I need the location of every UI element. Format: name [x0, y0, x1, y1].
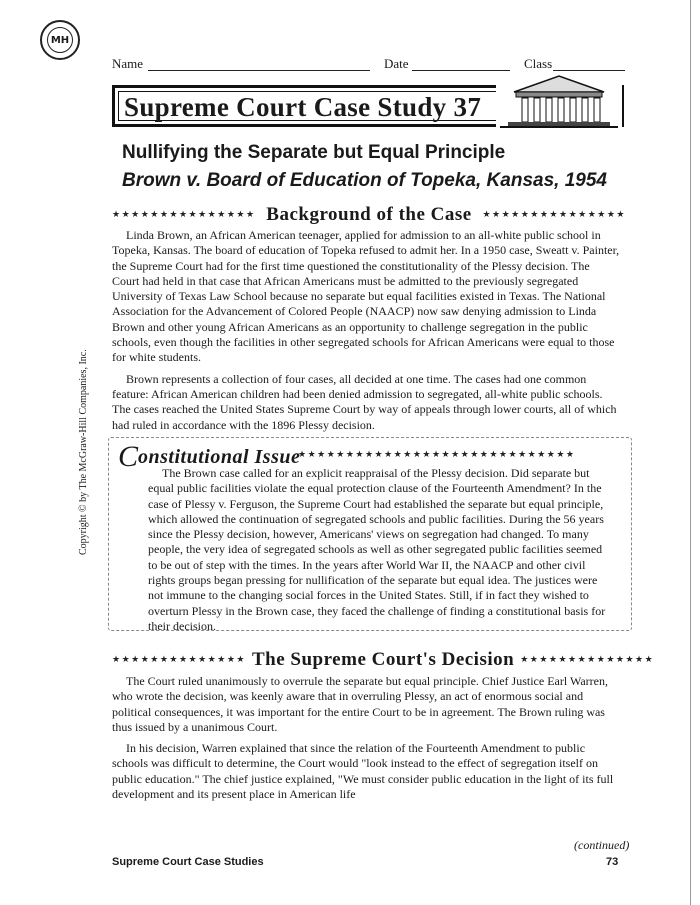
background-heading: Background of the Case — [266, 204, 472, 225]
decision-heading: The Supreme Court's Decision — [251, 649, 515, 670]
decision-paragraph: The Court ruled unanimously to overrule the separate but equal principle. Chief Justice Earl Warren, who wrote the decision, was keenly aware that in overruling Plessy, an act of enormous social and political consequences, it was important for the entire Court to be in agreement. The Brown ruling was thus issued by a unanimous Court. — [112, 674, 608, 734]
date-field[interactable] — [412, 70, 510, 71]
name-label: Name — [112, 56, 144, 71]
name-field[interactable] — [148, 70, 370, 71]
decision-text — [112, 674, 620, 808]
publisher-logo — [40, 20, 80, 60]
case-name: Brown v. Board of Education of Topeka, Kansas, 1954 — [122, 170, 607, 191]
stars-decoration: ★★★★★★★★★★★★★★★ — [112, 210, 256, 220]
background-heading-row — [112, 204, 626, 226]
stars-decoration: ★★★★★★★★★★★★★★ — [112, 655, 246, 665]
courthouse-icon — [496, 72, 622, 128]
class-field[interactable] — [553, 70, 625, 71]
constitutional-text — [148, 466, 610, 640]
stars-decoration: ★★★★★★★★★★★★★★ — [520, 655, 655, 665]
background-text — [112, 228, 620, 439]
page-title: Supreme Court Case Study 37 — [124, 92, 482, 122]
class-label: Class — [524, 56, 553, 71]
constitutional-heading-initial: C — [118, 440, 139, 473]
continued-note: (continued) — [574, 838, 630, 852]
page-number: 73 — [606, 856, 619, 868]
background-paragraph: Brown represents a collection of four cases, all decided at one time. The cases had one common feature: African American children had been denied admission to segregated, all-white public schools. The cases reached the United States Supreme Court by way of appeals through lower courts, all of which had ruled in accordance with the 1896 Plessy decision. — [112, 371, 617, 432]
background-paragraph: Linda Brown, an African American teenager, applied for admission to an all-white public school in Topeka, Kansas. The board of education of Topeka refused to admit her. In a 1950 case, Sweatt v. Painter, the Supreme Court had for the first time questioned the constitutionality of the Plessy decision. The Court had held in that case that African Americans must be admitted to the previously segregated University of Texas Law School because no separate but equal facilities existed in Texas. The National Association for the Advancement of Colored People (NAACP) now saw denying admission to Linda Brown and other young African Americans as an opportunity to challenge segregation in the public schools, even though the facilities in other segregated schools for African Americans were equal to those for white students. — [112, 228, 620, 365]
page-edge-rule — [690, 0, 691, 905]
date-label: Date — [384, 56, 409, 71]
publisher-logo-text: MH — [47, 27, 73, 53]
decision-heading-row — [112, 649, 655, 671]
copyright-notice: Copyright © by The McGraw-Hill Companies, Inc. — [78, 349, 89, 555]
constitutional-paragraph: The Brown case called for an explicit reappraisal of the Plessy decision. Did separate but equal public facilities violate the equal protection clause of the Fourteenth Amendment? In the case of Plessy v. Ferguson, the Supreme Court had established the separate but equal principle, which allowed the continuation of segregated schools and public facilities. During the 56 years since the Plessy decision, however, Americans' views on segregation had changed. To many people, the very idea of segregated schools as well as other segregated public facilities seemed to be out of step with the times. In the years after World War II, the NAACP and other civil rights groups began pressing for nullification of the separate but equal idea. The justices were not immune to the changing social forces in the United States. Still, if in fact they wished to overturn Plessy in the Brown case, they faced the challenge of finding a constitutional basis for their decision. — [148, 466, 606, 633]
footer-title: Supreme Court Case Studies — [112, 856, 264, 868]
constitutional-heading-text: onstitutional Issue — [138, 445, 301, 468]
page-subtitle: Nullifying the Separate but Equal Principle — [122, 142, 506, 163]
stars-decoration: ★★★★★★★★★★★★★★★ — [482, 210, 626, 220]
decision-paragraph: In his decision, Warren explained that since the relation of the Fourteenth Amendment to public schools was difficult to determine, the Court would "look instead to the effect of segregation itself on public education." The chief justice explained, "We must consider public education in the light of its full development and its present place in American life — [112, 741, 614, 802]
stars-decoration: ★★★★★★★★★★★★★★★★★★★★★★★★★★★★★ — [298, 450, 576, 460]
